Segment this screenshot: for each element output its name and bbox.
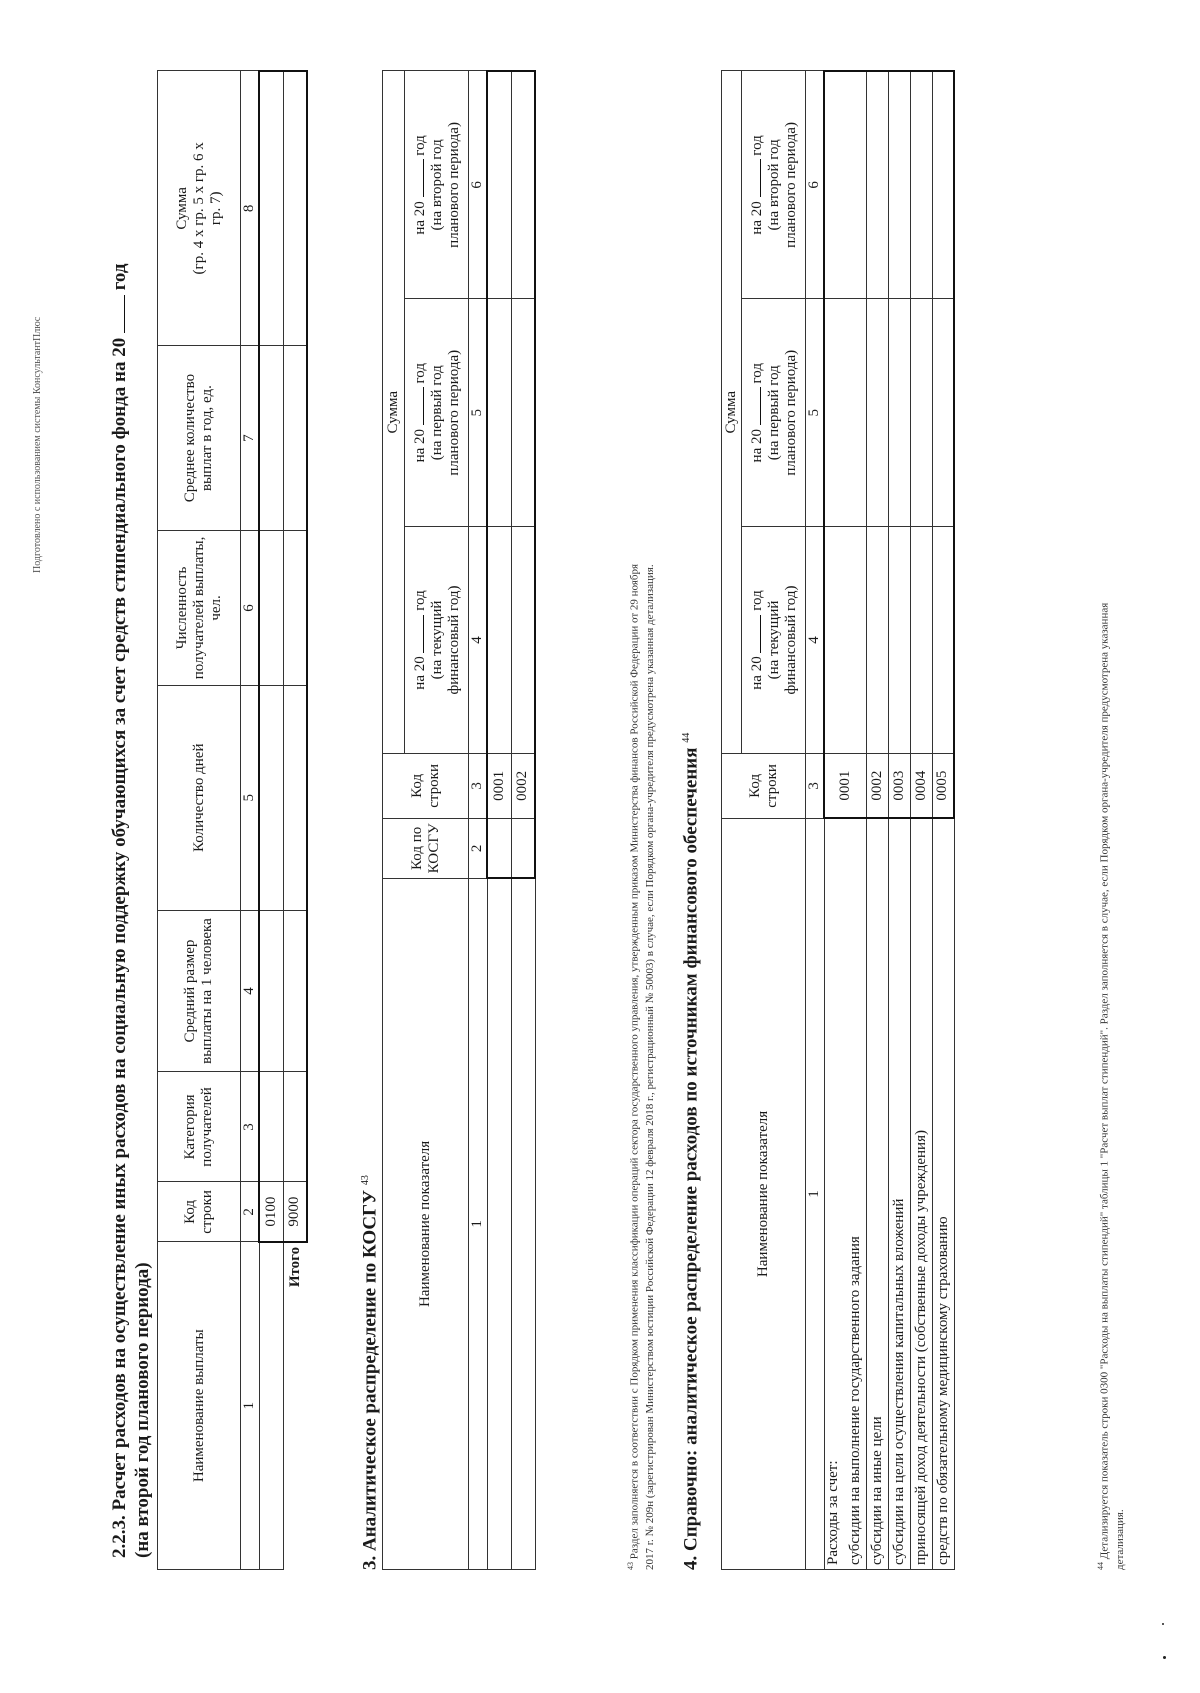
table-cell: [259, 530, 283, 685]
table-cell: [824, 299, 866, 527]
table-cell: [511, 299, 535, 527]
header-sub: (на текущий: [765, 600, 782, 680]
table-row-label: субсидии на иные цели: [866, 818, 888, 1569]
table-cell: [487, 299, 511, 527]
header-kosgu-code: Код по КОСГУ: [383, 818, 469, 878]
footnote-43-line1: Раздел заполняется в соответствии с Порядком применения классификации операций сектора государственного управления, утвержденным приказом Министерства финансов Российской Федерации от 29 ноября: [628, 563, 641, 1560]
year-prefix: на 20: [411, 656, 428, 690]
section-223-title: [108, 58, 132, 1558]
header-indicator-name: Наименование показателя: [383, 878, 469, 1569]
col-num: 4: [241, 910, 260, 1072]
table-row-label: средств по обязательному медицинскому страхованию: [932, 818, 954, 1569]
table-cell-code: 0002: [511, 753, 535, 818]
year-prefix: на 20: [748, 656, 765, 690]
scan-speck: [1162, 1623, 1164, 1625]
table-cell-code: 0005: [932, 753, 954, 818]
year-prefix: на 20: [411, 201, 428, 235]
table-cell: [283, 1072, 307, 1182]
table-cell: [283, 346, 307, 531]
header-current-year: [405, 527, 469, 754]
year-prefix: на 20: [411, 428, 428, 463]
col-num: 6: [241, 530, 260, 685]
table-cell: [910, 71, 932, 299]
table-cell: [824, 527, 866, 754]
header-first-plan-year: [405, 299, 469, 527]
col-num: 3: [806, 753, 825, 818]
header-recipient-count: Численность получателей выплаты, чел.: [158, 530, 241, 685]
header-row-code: Код строки: [383, 753, 469, 818]
section-223-table: [157, 70, 308, 1570]
table-cell: [259, 685, 283, 910]
year-blank: [411, 387, 424, 425]
footnote-43-line2: 2017 г. № 209н (зарегистрирован Министерством юстиции Российской Федерации 12 февраля 2018 г., регистрационный № 50003) в случае, если Порядком органа-учредителя предусмотрена указанная детализация.: [643, 564, 656, 1570]
section-223-title-text: 2.2.3. Расчет расходов на осуществление иных расходов на социальную поддержку обучающихся за счет средств стипендиального фонда на 20: [109, 337, 130, 1558]
header-sub: (на первый год: [765, 365, 782, 461]
header-second-plan-year: [405, 71, 469, 299]
col-num: 4: [806, 527, 825, 754]
col-num: 7: [241, 346, 260, 531]
footnote-44-line2: детализация.: [1113, 1509, 1126, 1570]
table-cell: [511, 527, 535, 754]
header-days-count: Количество дней: [158, 685, 241, 910]
table-cell-code: 0003: [888, 753, 910, 818]
col-num: 1: [241, 1242, 260, 1570]
table-cell: [487, 818, 511, 878]
footnote-ref: 44: [681, 732, 692, 743]
header-sub: (на первый год: [428, 365, 445, 461]
total-label: Итого: [283, 1242, 307, 1570]
header-sub: планового периода): [445, 349, 462, 476]
table-cell: [888, 71, 910, 299]
table-cell: [259, 346, 283, 531]
year-blank: [748, 387, 761, 425]
table-cell: [259, 71, 283, 346]
table-cell: [824, 71, 866, 299]
table-cell: [259, 1242, 283, 1570]
year-blank: [748, 615, 761, 653]
table-cell: [910, 527, 932, 754]
table-cell: [283, 71, 307, 346]
year-blank: [411, 615, 424, 653]
table-row-label: субсидии на цели осуществления капитальных вложений: [888, 818, 910, 1569]
header-sum-l1: Сумма: [173, 187, 190, 230]
table-cell-code: 0001: [824, 753, 866, 818]
table-cell: [866, 299, 888, 527]
table-cell: [932, 527, 954, 754]
col-num: 1: [469, 878, 488, 1569]
footnote-num: 44: [1096, 1562, 1105, 1570]
col-num: 3: [241, 1072, 260, 1182]
header-first-plan-year: [742, 299, 806, 527]
year-word: год: [748, 363, 765, 384]
table-cell: [511, 818, 535, 878]
header-sub: (на второй год: [765, 139, 782, 231]
header-row-code: Код строки: [158, 1182, 241, 1242]
table-cell: [259, 910, 283, 1072]
footnote-ref: 43: [360, 1175, 371, 1186]
col-num: 3: [469, 753, 488, 818]
table-cell-code: 9000: [283, 1182, 307, 1242]
header-sum: Сумма: [722, 71, 742, 753]
col-num: 5: [241, 685, 260, 910]
table-cell: [283, 530, 307, 685]
table-cell: [487, 878, 511, 1569]
section-4-title-text: 4. Справочно: аналитическое распределение расходов по источникам финансового обеспечения: [680, 747, 702, 1570]
header-sum: Сумма: [383, 71, 405, 753]
header-current-year: [742, 527, 806, 754]
year-word: год: [411, 590, 428, 611]
table-cell: [932, 299, 954, 527]
header-sub: финансовый год): [445, 585, 462, 695]
table-cell: [910, 299, 932, 527]
year-prefix: на 20: [748, 201, 765, 235]
header-row-code: Код строки: [722, 753, 806, 818]
year-word: год: [748, 590, 765, 611]
section-4-table: [721, 70, 955, 1570]
header-sub: (на второй год: [428, 139, 445, 231]
year-blank: [112, 295, 125, 333]
table-cell: [259, 1072, 283, 1182]
section-223-title-year: год: [109, 263, 130, 291]
header-recipient-category: Категория получателей: [158, 1072, 241, 1182]
table-cell-code: 0001: [487, 753, 511, 818]
table-cell: [283, 685, 307, 910]
section-223-subtitle: (на второй год планового периода): [132, 1262, 153, 1558]
col-num: 1: [806, 818, 825, 1569]
col-num: 4: [469, 527, 488, 754]
table-row-label: приносящей доход деятельности (собственные доходы учреждения): [910, 818, 932, 1569]
scan-speck: [1163, 1656, 1166, 1659]
table-cell-code: 0100: [259, 1182, 283, 1242]
header-note: Подготовлено с использованием системы КонсультантПлюс: [32, 316, 43, 573]
year-word: год: [748, 135, 765, 156]
table-cell: [511, 71, 535, 299]
col-num: 2: [241, 1182, 260, 1242]
col-num: 6: [806, 71, 825, 299]
section-3-title-text: 3. Аналитическое распределение по КОСГУ: [359, 1189, 381, 1570]
header-sum-l2: (гр. 4 x гр. 5 x гр. 6 x: [190, 142, 207, 275]
table-cell: [487, 71, 511, 299]
header-sum: [158, 71, 241, 346]
header-payments-per-year: Среднее количество выплат в год, ед.: [158, 346, 241, 531]
col-num: 5: [806, 299, 825, 527]
table-cell: [888, 299, 910, 527]
header-sub: планового периода): [782, 122, 799, 248]
footnote-44: [1093, 50, 1128, 1570]
header-payment-name: Наименование выплаты: [158, 1242, 241, 1570]
table-cell: [866, 71, 888, 299]
table-row-label: Расходы за счет:: [824, 818, 846, 1569]
col-num: 2: [469, 818, 488, 878]
header-sub: планового периода): [445, 122, 462, 248]
footnote-44-line1: Детализируется показатель строки 0300 "Расходы на выплаты стипендий" таблицы 1 "Расчет выплат стипендий". Раздел заполняется в случае, если Порядком органа-учредителя предусмотрена указанная: [1098, 602, 1111, 1560]
header-sub: (на текущий: [428, 600, 445, 680]
header-sub: финансовый год): [782, 585, 799, 695]
table-cell-code: 0002: [866, 753, 888, 818]
year-blank: [748, 159, 761, 197]
year-word: год: [411, 363, 428, 384]
header-average-amount: Средний размер выплаты на 1 человека: [158, 910, 241, 1072]
footnote-43: [623, 50, 658, 1570]
table-cell: [511, 878, 535, 1569]
section-3-title: [354, 1175, 382, 1570]
header-second-plan-year: [742, 71, 806, 299]
section-3-table: [382, 70, 536, 1570]
table-cell: [487, 527, 511, 754]
year-word: год: [411, 135, 428, 156]
header-indicator-name: Наименование показателя: [722, 818, 806, 1569]
table-cell: [283, 910, 307, 1072]
year-prefix: на 20: [748, 429, 765, 463]
table-cell-code: 0004: [910, 753, 932, 818]
footnote-num: 43: [626, 1562, 635, 1570]
year-blank: [411, 159, 424, 197]
section-4-title: [675, 733, 703, 1570]
header-sub: планового периода): [782, 349, 799, 476]
table-cell: [888, 527, 910, 754]
table-row-label: субсидии на выполнение государственного задания: [846, 818, 866, 1569]
table-cell: [932, 71, 954, 299]
col-num: 6: [469, 71, 488, 299]
col-num: 5: [469, 299, 488, 527]
col-num: 8: [241, 71, 260, 346]
header-sum-l3: гр. 7): [207, 191, 224, 226]
table-cell: [866, 527, 888, 754]
